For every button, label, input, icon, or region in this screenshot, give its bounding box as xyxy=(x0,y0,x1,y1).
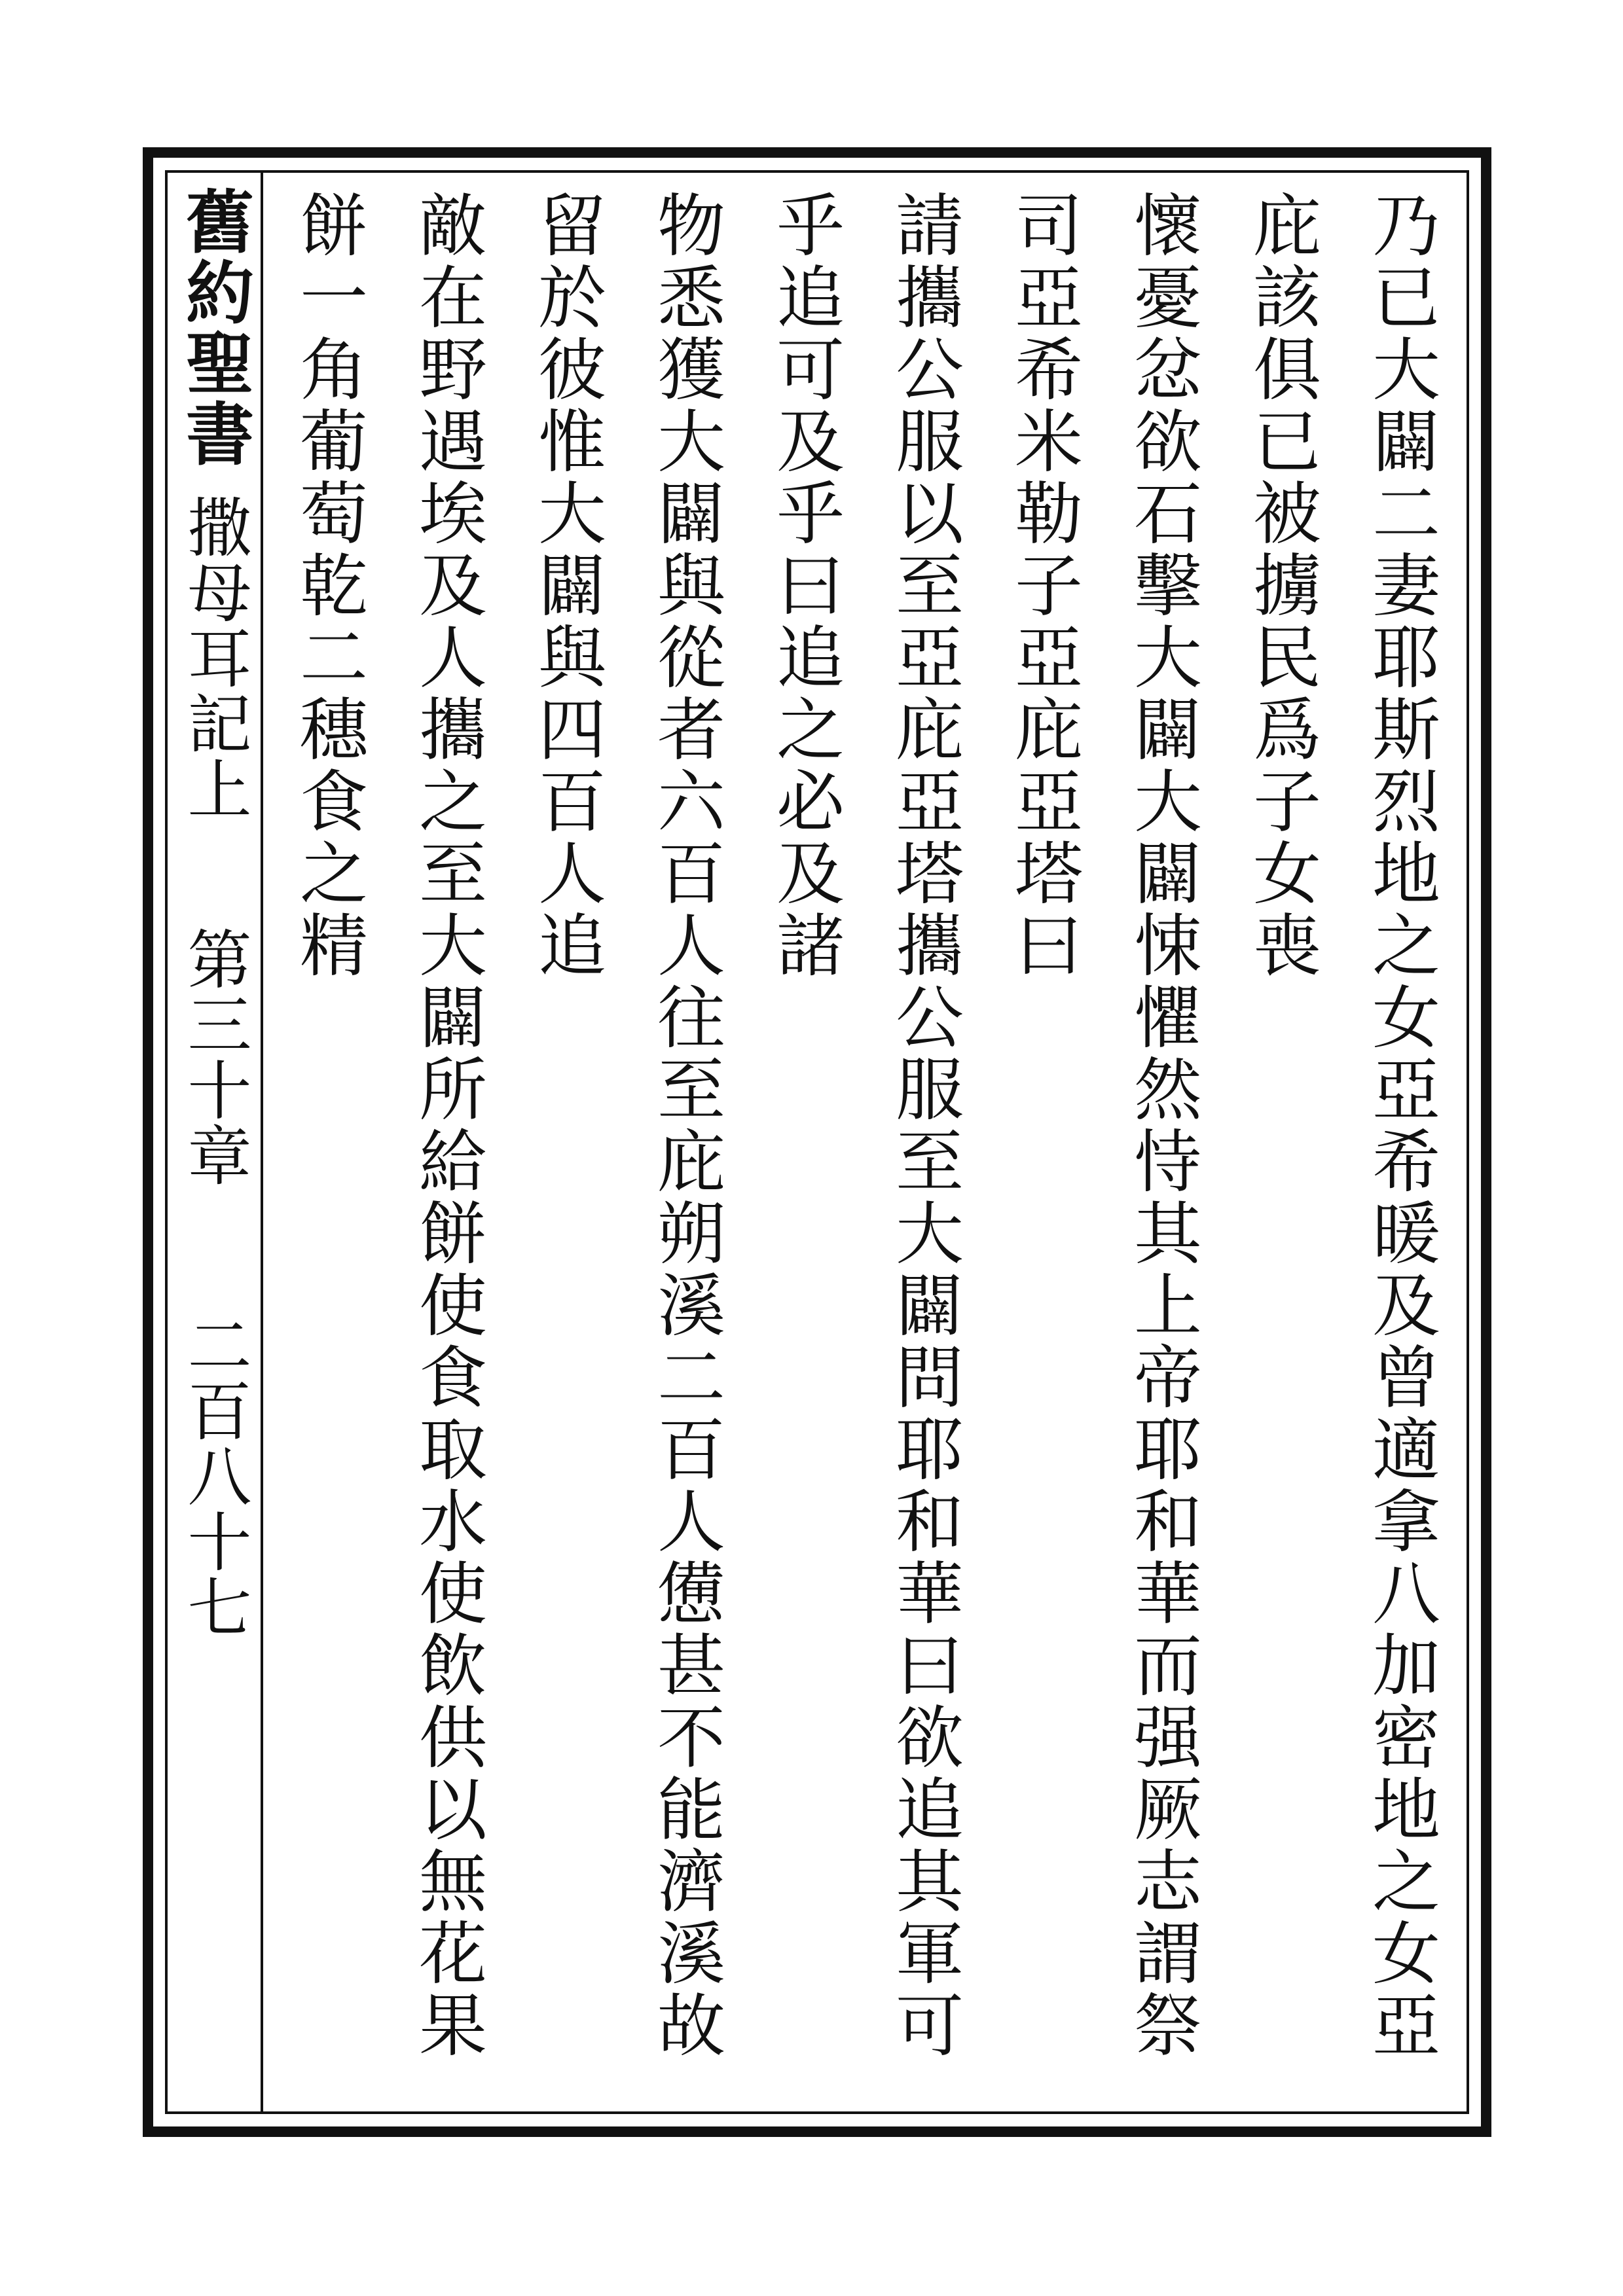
book-title: 撒母耳記上 xyxy=(177,494,251,821)
text-column: 物悉獲大闢與從者六百人往至庇朔溪二百人憊甚不能濟溪故留於彼惟大闢與四百人追 xyxy=(526,190,725,2062)
margin-column xyxy=(172,187,257,2098)
chapter-heading: 第三十章 xyxy=(177,926,251,1188)
text-column: 乃已大闢二妻耶斯烈地之女亞希暖及曾適拿八加密地之女亞庇該俱已被擄民爲子女喪 xyxy=(1241,190,1440,2062)
scripture-text xyxy=(268,190,1460,2088)
text-column: 請攜公服以至亞庇亞塔攜公服至大闢問耶和華曰欲追其軍可乎追可及乎曰追之必及諸 xyxy=(765,190,964,2062)
running-title: 舊約聖書 xyxy=(174,187,255,469)
text-column: 敵在野遇埃及人攜之至大闢所給餅使食取水使飲供以無花果餅一角葡萄乾二穗食之精 xyxy=(288,190,487,2062)
text-column: 懷憂忿欲石擊大闢大闢悚懼然恃其上帝耶和華而强厥志謂祭司亞希米勒子亞庇亞塔曰 xyxy=(1003,190,1202,2062)
margin-column-rule xyxy=(261,170,263,2114)
page-number: 二百八十七 xyxy=(177,1312,251,1640)
